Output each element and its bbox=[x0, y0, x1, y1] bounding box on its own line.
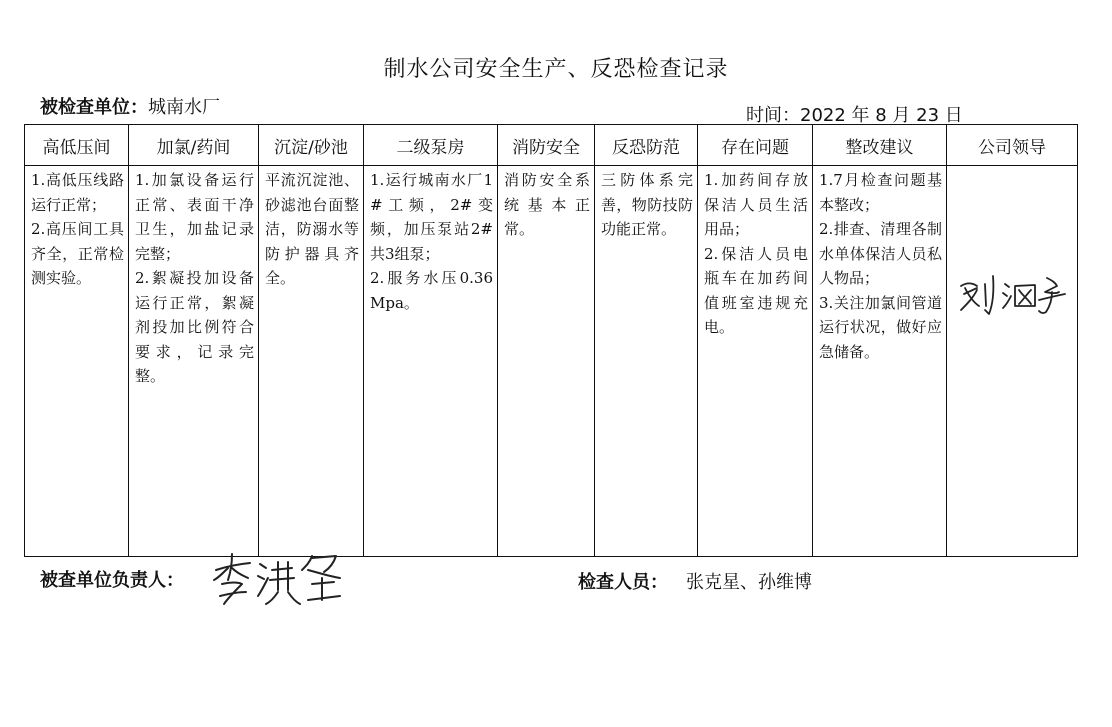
header-chlorine-dosing: 加氯/药间 bbox=[129, 125, 259, 166]
cell-fire-safety: 消防安全系统基本正常。 bbox=[498, 166, 595, 557]
header-secondary-pump: 二级泵房 bbox=[364, 125, 498, 166]
cell-suggestions: 1.7月检查问题基本整改； 2.排查、清理各制水单体保洁人员私人物品； 3.关注加氯间管道运行状况，做好应急储备。 bbox=[813, 166, 947, 557]
inspectors bbox=[578, 568, 812, 594]
inspector-label: 检查人员： bbox=[578, 572, 668, 593]
header-fire-safety: 消防安全 bbox=[498, 125, 595, 166]
responsible-signature bbox=[208, 548, 348, 610]
inspected-unit-value: 城南水厂 bbox=[148, 97, 220, 118]
header-issues: 存在问题 bbox=[698, 125, 813, 166]
inspected-unit bbox=[40, 93, 220, 119]
document-title: 制水公司安全生产、反恐检查记录 bbox=[383, 57, 729, 82]
cell-secondary-pump: 1.运行城南水厂1#工频，2#变频，加压泵站2#共3组泵； 2.服务水压0.36Mpa。 bbox=[364, 166, 498, 557]
header-suggestions: 整改建议 bbox=[813, 125, 947, 166]
cell-leader bbox=[947, 166, 1078, 557]
header-leader: 公司领导 bbox=[947, 125, 1078, 166]
header-high-low-voltage: 高低压间 bbox=[25, 125, 129, 166]
cell-anti-terror: 三防体系完善，物防技防功能正常。 bbox=[595, 166, 698, 557]
cell-chlorine-dosing: 1.加氯设备运行正常、表面干净卫生，加盐记录完整； 2.絮凝投加设备运行正常，絮凝剂投加比例符合要求，记录完整。 bbox=[129, 166, 259, 557]
inspected-unit-label: 被检查单位： bbox=[40, 97, 148, 118]
responsible-label: 被查单位负责人： bbox=[40, 570, 184, 591]
inspection-time: 时间：2022 年 8 月 23 日 bbox=[746, 105, 963, 126]
cell-high-low-voltage: 1.高低压线路运行正常； 2.高压间工具齐全，正常检测实验。 bbox=[25, 166, 129, 557]
header-anti-terror: 反恐防范 bbox=[595, 125, 698, 166]
header-sedimentation-filter: 沉淀/砂池 bbox=[259, 125, 364, 166]
inspector-names: 张克星、孙维博 bbox=[686, 572, 812, 593]
cell-sedimentation-filter: 平流沉淀池、砂滤池台面整洁，防溺水等防护器具齐全。 bbox=[259, 166, 364, 557]
table-header-row bbox=[25, 125, 1078, 166]
leader-signature bbox=[955, 270, 1067, 320]
table-row bbox=[25, 166, 1078, 557]
cell-issues: 1.加药间存放保洁人员生活用品； 2.保洁人员电瓶车在加药间值班室违规充电。 bbox=[698, 166, 813, 557]
inspection-table bbox=[24, 124, 1078, 557]
